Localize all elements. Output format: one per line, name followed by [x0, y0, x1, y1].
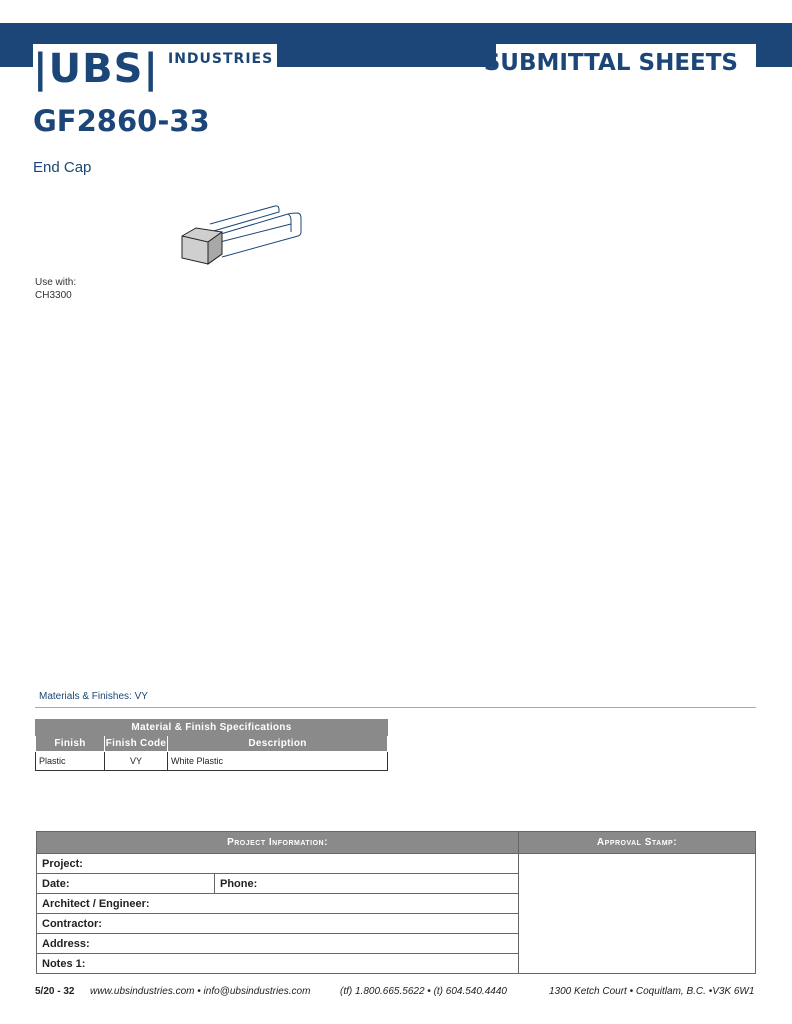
col-description: Description: [168, 736, 388, 752]
approval-stamp-area[interactable]: [519, 854, 756, 974]
footer-page-number: 5/20 - 32: [35, 986, 75, 997]
table-row: [36, 752, 388, 771]
spec-table-title: Material & Finish Specifications: [36, 720, 388, 736]
footer-web-email[interactable]: www.ubsindustries.com • info@ubsindustries.com: [90, 986, 311, 997]
address-field[interactable]: Address:: [37, 934, 519, 954]
contractor-field[interactable]: Contractor:: [37, 914, 519, 934]
use-with-note: [35, 276, 76, 302]
project-field[interactable]: Project:: [37, 854, 519, 874]
project-info-header: Project Information:: [37, 832, 519, 854]
end-cap-illustration: [180, 202, 305, 268]
cell-description: White Plastic: [168, 752, 388, 771]
phone-field[interactable]: Phone:: [215, 874, 519, 894]
use-with-label: Use with:: [35, 277, 77, 288]
header-title-box: [483, 44, 756, 84]
logo-industries-text: INDUSTRIES: [168, 51, 274, 67]
approval-stamp-header: Approval Stamp:: [519, 832, 756, 854]
header-title: SUBMITTAL SHEETS: [483, 50, 738, 76]
divider: [35, 707, 756, 708]
part-number: GF2860-33: [33, 104, 210, 138]
date-field[interactable]: Date:: [37, 874, 215, 894]
cell-finish: Plastic: [36, 752, 105, 771]
product-name: End Cap: [33, 159, 92, 176]
architect-field[interactable]: Architect / Engineer:: [37, 894, 519, 914]
col-finish: Finish: [36, 736, 105, 752]
footer-address: 1300 Ketch Court • Coquitlam, B.C. •V3K 6W1: [549, 986, 755, 997]
use-with-value: CH3300: [35, 290, 72, 301]
logo-ubs-text: |UBS|: [33, 46, 159, 92]
material-spec-table: [35, 719, 388, 771]
cell-finish-code: VY: [105, 752, 168, 771]
materials-finishes-line: Materials & Finishes: VY: [39, 691, 148, 702]
notes-field[interactable]: Notes 1:: [37, 954, 519, 974]
col-finish-code: Finish Code: [105, 736, 168, 752]
company-logo: [33, 44, 277, 94]
project-info-table: [36, 831, 756, 974]
footer-phone: (tf) 1.800.665.5622 • (t) 604.540.4440: [340, 986, 507, 997]
